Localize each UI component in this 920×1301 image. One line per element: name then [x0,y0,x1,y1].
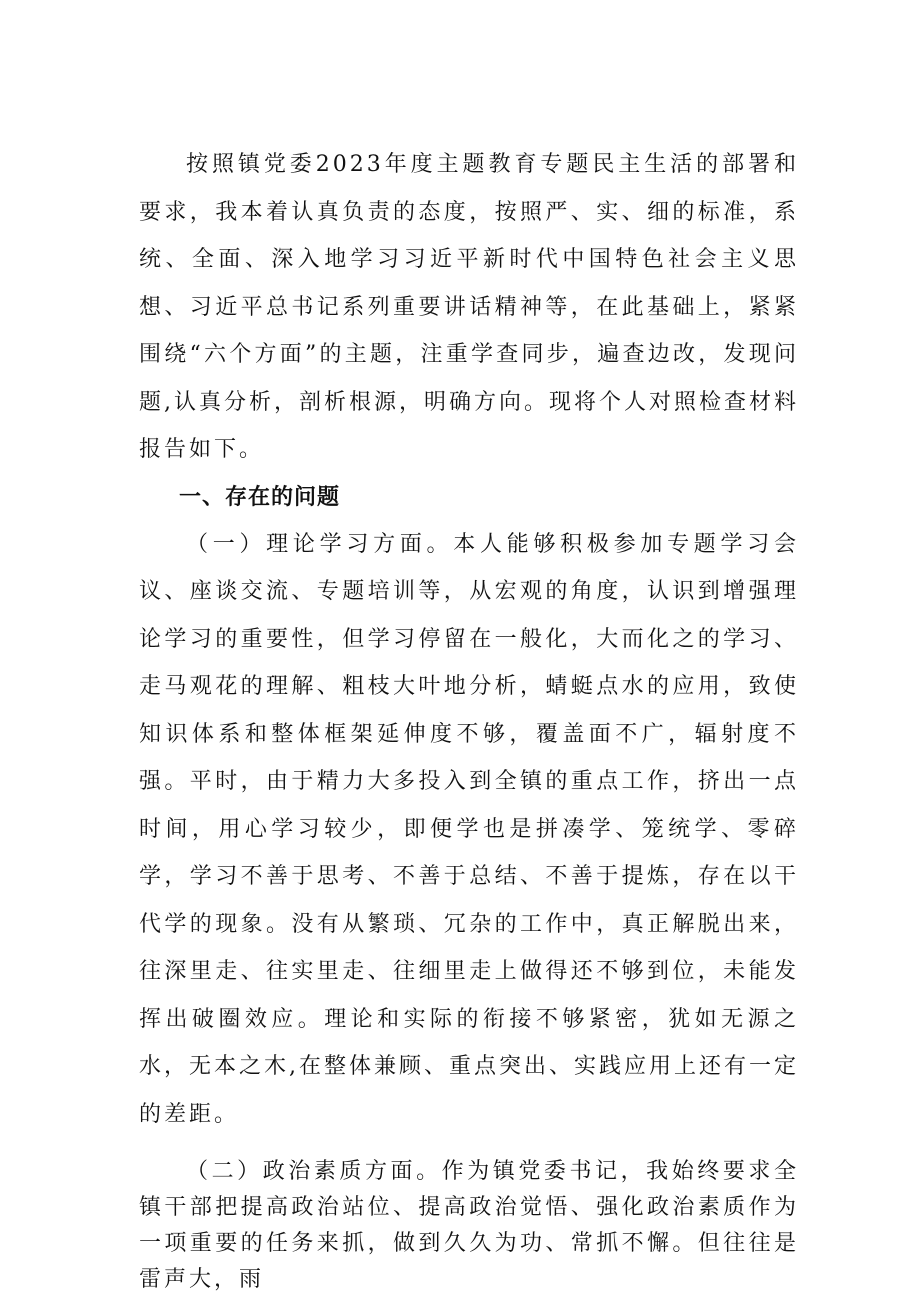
document-body [139,141,799,1298]
section-heading: 一、存在的问题 [179,484,341,510]
political-quality-paragraph: （二）政治素质方面。作为镇党委书记，我始终要求全镇干部把提高政治站位、提高政治觉悟、强化政治素质作为一项重要的任务来抓，做到久久为功、常抓不懈。但往往是雷声大，雨 [139,1159,799,1292]
intro-paragraph: 按照镇党委2023年度主题教育专题民主生活的部署和要求，我本着认真负责的态度，按照严、实、细的标准，系统、全面、深入地学习习近平新时代中国特色社会主义思想、习近平总书记系列重要讲话精神等，在此基础上，紧紧围绕“六个方面”的主题，注重学查同步，遍查边改，发现问题,认真分析，剖析根源，明确方向。现将个人对照检查材料报告如下。 [139,152,799,462]
theory-study-paragraph: （一）理论学习方面。本人能够积极参加专题学习会议、座谈交流、专题培训等，从宏观的角度，认识到增强理论学习的重要性，但学习停留在一般化，大而化之的学习、走马观花的理解、粗枝大叶地分析，蜻蜓点水的应用，致使知识体系和整体框架延伸度不够，覆盖面不广，辐射度不强。平时，由于精力大多投入到全镇的重点工作，挤出一点时间，用心学习较少，即便学也是拼凑学、笼统学、零碎学，学习不善于思考、不善于总结、不善于提炼，存在以干代学的现象。没有从繁琐、冗杂的工作中，真正解脱出来，往深里走、往实里走、往细里走上做得还不够到位，未能发挥出破圈效应。理论和实际的衔接不够紧密，犹如无源之水，无本之木,在整体兼顾、重点突出、实践应用上还有一定的差距。 [139,531,799,1127]
